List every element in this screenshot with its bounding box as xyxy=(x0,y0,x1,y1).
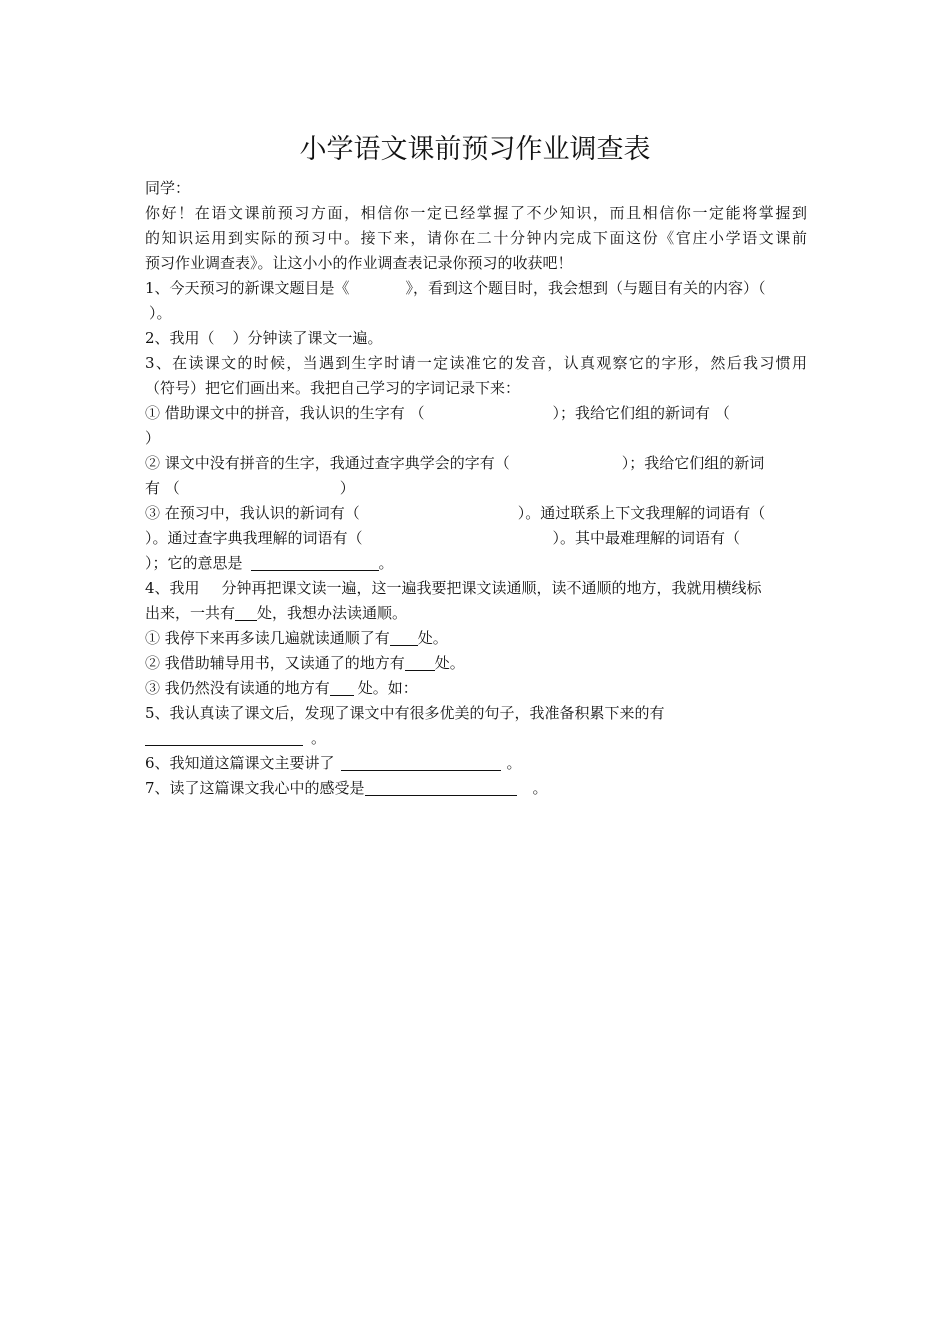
q3-sub-3-line-3 xyxy=(145,551,807,576)
q3-sub-3-line-2 xyxy=(145,526,807,551)
q3-s3-text-a: ③ 在预习中，我认识的新词有（ xyxy=(145,504,360,522)
q3-sub-1-line-1 xyxy=(145,401,807,426)
q4-sub-2 xyxy=(145,651,807,676)
q4-s1-blank[interactable] xyxy=(390,629,418,646)
q3-s2-text-a: ② 课文中没有拼音的生字，我通过查字典学会的字有（ xyxy=(145,454,510,472)
question-2 xyxy=(145,326,807,351)
question-4-line-2 xyxy=(145,601,807,626)
q6-summary-blank[interactable] xyxy=(341,754,501,771)
q3-sub-2-line-1 xyxy=(145,451,807,476)
question-7 xyxy=(145,776,807,801)
question-5-line-1: 5、我认真读了课文后，发现了课文中有很多优美的句子，我准备积累下来的有 xyxy=(145,704,665,722)
question-3-line-1: 3、在读课文的时候，当遇到生字时请一定读准它的发音，认真观察它的字形，然后我习惯用 xyxy=(145,354,807,372)
q6-text-b: 。 xyxy=(506,754,522,772)
q3-s1-text-b: ）；我给它们组的新词有 （ xyxy=(552,404,730,422)
q3-s3-text-e: ）；它的意思是 xyxy=(145,554,243,572)
q3-s2-text-d: ） xyxy=(339,479,355,497)
q7-text-b: 。 xyxy=(532,779,548,797)
question-6 xyxy=(145,751,807,776)
q4-s3-text-b: 处。如： xyxy=(357,679,418,697)
q4-s2-text-a: ② 我借助辅导用书，又读通了的地方有 xyxy=(145,654,405,672)
q4-s1-text-a: ① 我停下来再多读几遍就读通顺了有 xyxy=(145,629,390,647)
q3-sub-3-line-1 xyxy=(145,501,807,526)
q6-text-a: 6、我知道这篇课文主要讲了 xyxy=(145,754,335,772)
q3-s3-text-c: ）。通过查字典我理解的词语有（ xyxy=(145,529,363,547)
q3-s2-text-b: ）；我给它们组的新词 xyxy=(621,454,765,472)
q1-text-c: ）。 xyxy=(149,304,172,322)
q2-text-a: 2、我用（ xyxy=(145,329,215,347)
q4-count-blank[interactable] xyxy=(235,604,257,621)
q3-s2-text-c: 有 （ xyxy=(145,479,180,497)
question-4-line-1 xyxy=(145,576,807,601)
survey-body xyxy=(145,176,807,801)
intro-line-3: 预习作业调查表》。让这小小的作业调查表记录你预习的收获吧！ xyxy=(145,254,573,272)
q3-sub-2-line-2 xyxy=(145,476,807,501)
q4-s3-text-a: ③ 我仍然没有读通的地方有 xyxy=(145,679,330,697)
question-5-line-2 xyxy=(145,726,807,751)
q3-s1-text-a: ① 借助课文中的拼音，我认识的生字有 （ xyxy=(145,404,425,422)
intro-line-1: 你好！在语文课前预习方面，相信你一定已经掌握了不少知识，而且相信你一定能将掌握到 xyxy=(145,204,807,222)
q1-text-b: 》，看到这个题目时，我会想到（与题目有关的内容）（ xyxy=(405,279,766,297)
intro-line-2: 的知识运用到实际的预习中。接下来，请你在二十分钟内完成下面这份《官庄小学语文课前 xyxy=(145,229,807,247)
q3-s3-text-f: 。 xyxy=(378,554,394,572)
q4-sub-3 xyxy=(145,676,807,701)
q4-text-c: 出来，一共有 xyxy=(145,604,236,622)
q3-s3-text-d: ）。其中最难理解的词语有（ xyxy=(552,529,741,547)
q4-sub-1 xyxy=(145,626,807,651)
q3-meaning-blank[interactable] xyxy=(251,554,379,571)
greeting: 同学： xyxy=(145,179,191,197)
q2-text-b: ）分钟读了课文一遍。 xyxy=(232,329,383,347)
q7-text-a: 7、读了这篇课文我心中的感受是 xyxy=(145,779,365,797)
q7-feeling-blank[interactable] xyxy=(365,779,517,796)
page-title: 小学语文课前预习作业调查表 xyxy=(299,134,651,165)
q4-text-a: 4、我用 xyxy=(145,579,200,597)
q1-text-a: 1、今天预习的新课文题目是《 xyxy=(145,279,350,297)
q3-sub-1-line-2: ） xyxy=(145,429,161,447)
question-1-line-2 xyxy=(145,301,807,326)
question-3-line-2: （符号）把它们画出来。我把自己学习的字词记录下来： xyxy=(145,379,521,397)
q4-s2-blank[interactable] xyxy=(405,654,435,671)
q4-text-d: 处，我想办法读通顺。 xyxy=(257,604,408,622)
q4-s3-blank[interactable] xyxy=(330,679,354,696)
q5-sentences-blank[interactable] xyxy=(145,729,303,746)
q4-s2-text-b: 处。 xyxy=(434,654,465,672)
question-1-line-1 xyxy=(145,276,807,301)
q4-s1-text-b: 处。 xyxy=(417,629,448,647)
q4-text-b: 分钟再把课文读一遍，这一遍我要把课文读通顺，读不通顺的地方，我就用横线标 xyxy=(221,579,762,597)
q3-s3-text-b: ）。通过联系上下文我理解的词语有（ xyxy=(517,504,766,522)
q5-end: 。 xyxy=(311,729,327,747)
